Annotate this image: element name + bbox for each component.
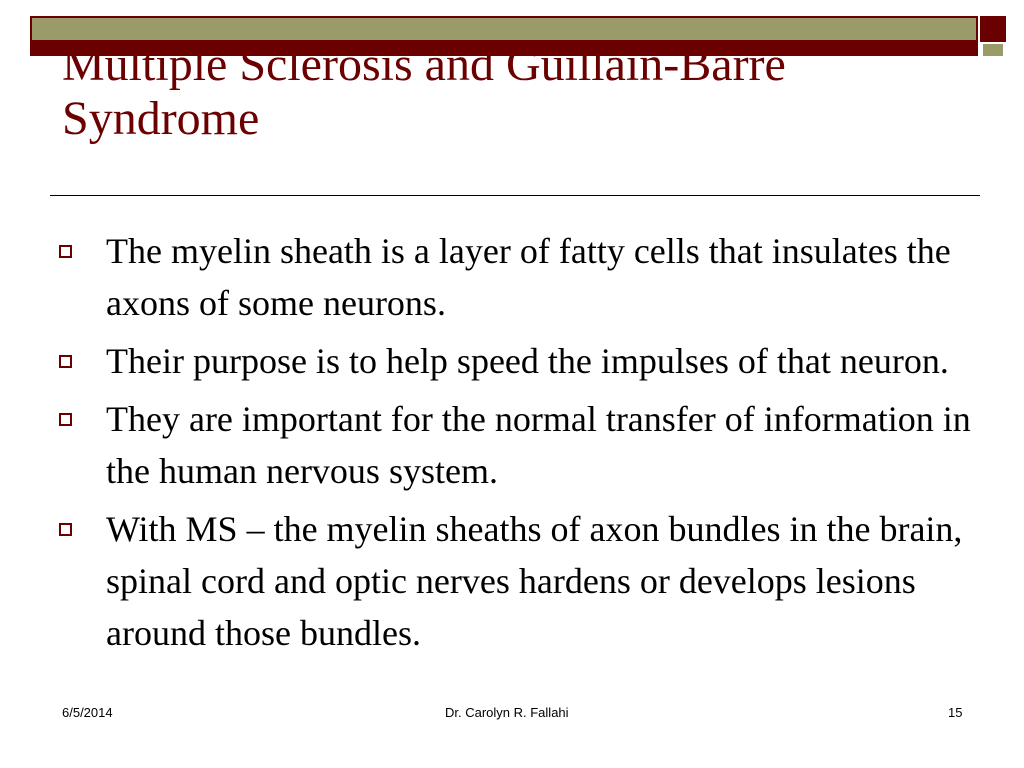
hollow-square-icon — [59, 245, 72, 258]
corner-decoration-small-square — [983, 44, 1003, 56]
hollow-square-icon — [59, 355, 72, 368]
title-divider — [50, 195, 980, 196]
corner-decoration-square — [980, 16, 1006, 42]
hollow-square-icon — [59, 413, 72, 426]
header-band-olive-strip — [32, 18, 976, 40]
bullet-text: They are important for the normal transfer of information in the human nervous system. — [106, 399, 971, 491]
bullet-list — [56, 225, 986, 665]
footer-date: 6/5/2014 — [62, 705, 113, 720]
list-item — [56, 335, 986, 387]
bullet-text: The myelin sheath is a layer of fatty cells that insulates the axons of some neurons. — [106, 231, 951, 323]
bullet-text: With MS – the myelin sheaths of axon bundles in the brain, spinal cord and optic nerves hardens or develops lesions around those bundles. — [106, 509, 963, 653]
list-item — [56, 503, 986, 659]
footer-page-number: 15 — [948, 705, 963, 720]
list-item — [56, 393, 986, 497]
slide-title: Multiple Sclerosis and Guillain-Barre Syndrome — [62, 38, 786, 145]
footer-author: Dr. Carolyn R. Fallahi — [445, 705, 569, 720]
hollow-square-icon — [59, 523, 72, 536]
list-item — [56, 225, 986, 329]
bullet-text: Their purpose is to help speed the impulses of that neuron. — [106, 341, 949, 381]
